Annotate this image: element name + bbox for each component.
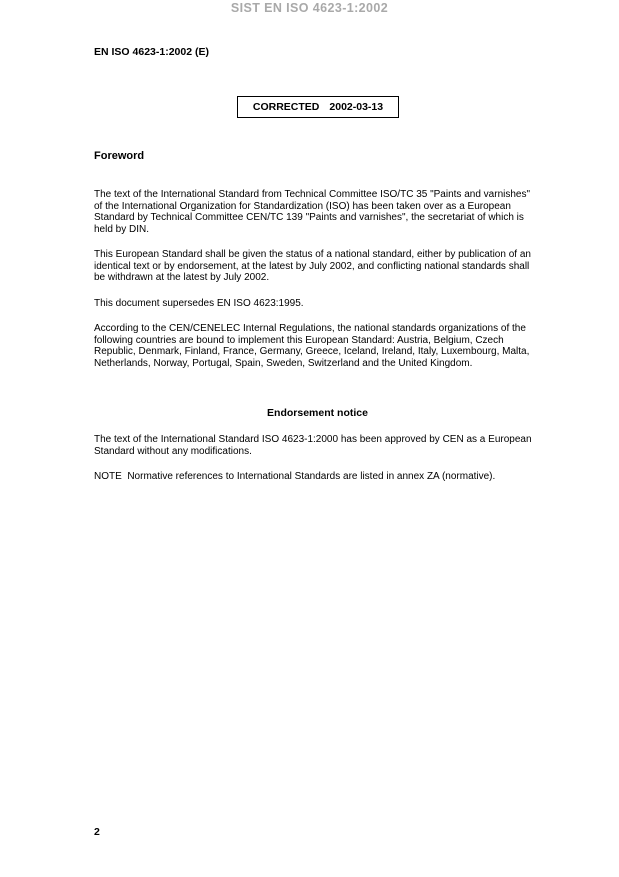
endorsement-paragraph: The text of the International Standard ISO 4623-1:2000 has been approved by CEN as a European Standard without any modifications. <box>94 434 532 457</box>
watermark-text: SIST EN ISO 4623-1:2002 <box>230 1 389 15</box>
corrected-stamp <box>237 96 399 118</box>
main-text-block <box>94 150 541 483</box>
corrected-label: CORRECTED <box>252 101 320 113</box>
page-number: 2 <box>94 826 100 838</box>
foreword-paragraph: The text of the International Standard from Technical Committee ISO/TC 35 "Paints and varnishes" of the International Organization for Standardization (ISO) has been taken over as a European Standard by Technical Committee CEN/TC 139 "Paints and varnishes", the secretariat of which is held by DIN. <box>94 189 531 235</box>
foreword-paragraph: This document supersedes EN ISO 4623:1995. <box>94 297 304 309</box>
document-identifier: EN ISO 4623-1:2002 (E) <box>94 46 209 58</box>
endorsement-heading: Endorsement notice <box>267 407 368 419</box>
foreword-paragraph: This European Standard shall be given the status of a national standard, either by publication of an identical text or by endorsement, at the latest by July 2002, and conflicting national standards shall be withdrawn at the latest by July 2002. <box>94 249 531 283</box>
foreword-heading: Foreword <box>94 150 145 162</box>
note-paragraph: NOTE Normative references to International Standards are listed in annex ZA (normative). <box>94 471 496 482</box>
corrected-date: 2002-03-13 <box>329 101 384 113</box>
foreword-paragraph: According to the CEN/CENELEC Internal Regulations, the national standards organizations of the following countries are bound to implement this European Standard: Austria, Belgium, Czech Republic, Denmark, Finland, France, Germany, Greece, Iceland, Ireland, Italy, Luxembourg, Malta, Netherlands, Norway, Portugal, Spain, Sweden, Switzerland and the United Kingdom. <box>94 323 530 369</box>
